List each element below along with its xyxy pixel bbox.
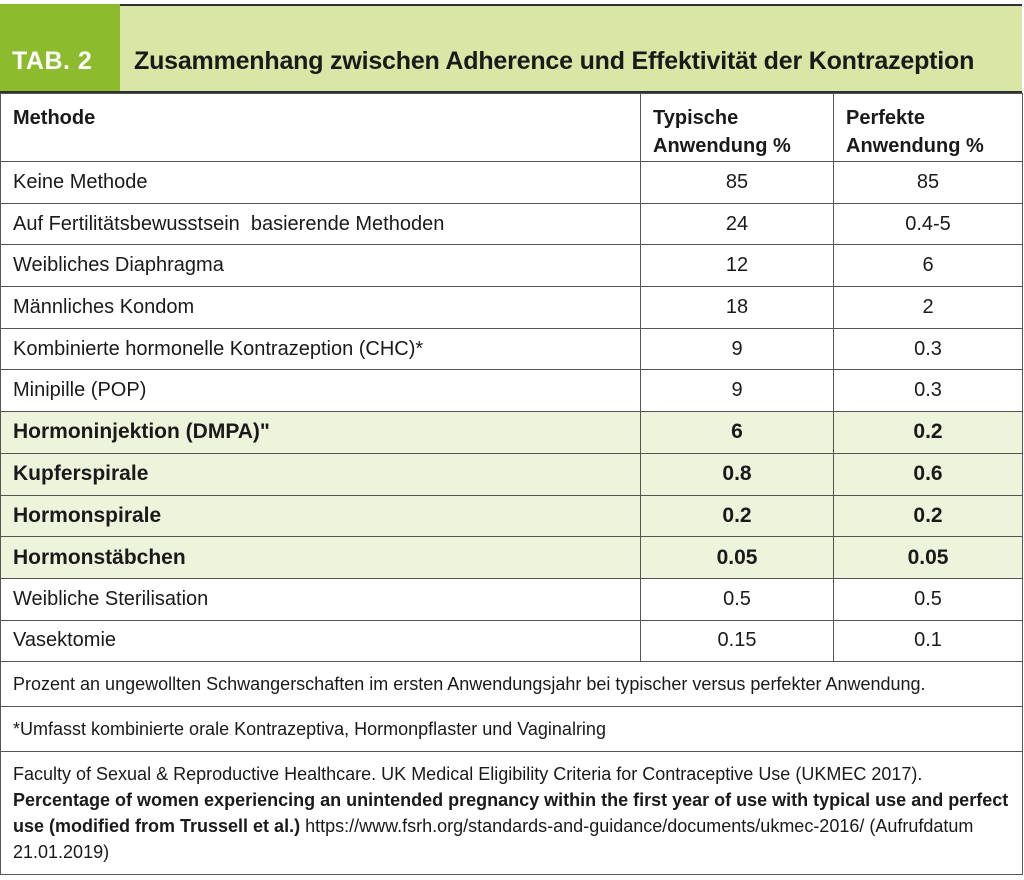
table-row-highlighted — [1, 537, 1023, 579]
method-cell: Kupferspirale — [1, 453, 641, 495]
source-citation — [1, 752, 1023, 875]
typical-cell: 0.15 — [641, 620, 834, 662]
perfect-cell: 0.5 — [834, 578, 1023, 620]
method-cell: Männliches Kondom — [1, 287, 641, 329]
contraception-table — [0, 93, 1023, 875]
typical-cell: 0.8 — [641, 453, 834, 495]
typical-cell: 24 — [641, 203, 834, 245]
method-cell: Weibliches Diaphragma — [1, 245, 641, 287]
perfect-cell: 0.05 — [834, 537, 1023, 579]
method-cell: Keine Methode — [1, 162, 641, 204]
table-row — [1, 328, 1023, 370]
perfect-cell: 6 — [834, 245, 1023, 287]
perfect-cell: 0.2 — [834, 495, 1023, 537]
method-cell: Hormoninjektion (DMPA)" — [1, 412, 641, 454]
table-row — [1, 162, 1023, 204]
perfect-cell: 0.6 — [834, 453, 1023, 495]
typical-cell: 0.2 — [641, 495, 834, 537]
table-row — [1, 578, 1023, 620]
table-row — [1, 620, 1023, 662]
footnote-percent: Prozent an ungewollten Schwangerschaften im ersten Anwendungsjahr bei typischer versus perfekter Anwendung. — [1, 662, 1023, 707]
perfect-cell: 2 — [834, 287, 1023, 329]
table-row — [1, 370, 1023, 412]
table-header-row — [1, 94, 1023, 162]
perfect-cell: 85 — [834, 162, 1023, 204]
method-cell: Weibliche Sterilisation — [1, 578, 641, 620]
perfect-cell: 0.3 — [834, 328, 1023, 370]
table-row — [1, 287, 1023, 329]
table-title: Zusammenhang zwischen Adherence und Effektivität der Kontrazeption — [134, 47, 975, 75]
typical-cell: 9 — [641, 370, 834, 412]
footnote-row — [1, 707, 1023, 752]
column-header-perfect: Perfekte Anwendung % — [834, 94, 1023, 162]
typical-cell: 12 — [641, 245, 834, 287]
method-cell: Hormonstäbchen — [1, 537, 641, 579]
method-cell: Minipille (POP) — [1, 370, 641, 412]
perfect-cell: 0.3 — [834, 370, 1023, 412]
perfect-cell: 0.4-5 — [834, 203, 1023, 245]
typical-cell: 0.05 — [641, 537, 834, 579]
perfect-cell: 0.2 — [834, 412, 1023, 454]
source-prefix: Faculty of Sexual & Reproductive Healthcare. UK Medical Eligibility Criteria for Contraceptive Use (UKMEC 2017). — [13, 764, 923, 785]
method-cell: Kombinierte hormonelle Kontrazeption (CHC)* — [1, 328, 641, 370]
table-row-highlighted — [1, 495, 1023, 537]
source-row — [1, 752, 1023, 875]
table-row-highlighted — [1, 412, 1023, 454]
method-cell: Auf Fertilitätsbewusstsein basierende Methoden — [1, 203, 641, 245]
column-header-method: Methode — [1, 94, 641, 162]
typical-cell: 6 — [641, 412, 834, 454]
footnote-chc: *Umfasst kombinierte orale Kontrazeptiva, Hormonpflaster und Vaginalring — [1, 707, 1023, 752]
tab-number-label: TAB. 2 — [0, 4, 120, 91]
perfect-cell: 0.1 — [834, 620, 1023, 662]
table-row — [1, 245, 1023, 287]
typical-cell: 0.5 — [641, 578, 834, 620]
source-bold-title: Percentage of women experiencing an unintended pregnancy within the first year of use with typical use and perfect use (modified from Trussell et al.) — [13, 790, 1009, 837]
typical-cell: 85 — [641, 162, 834, 204]
column-header-typical: Typische Anwendung % — [641, 94, 834, 162]
source-url: https://www.fsrh.org/standards-and-guidance/documents/ukmec-2016/ (Aufrufdatum 21.01.2019) — [13, 816, 974, 863]
typical-cell: 18 — [641, 287, 834, 329]
footnote-row — [1, 662, 1023, 707]
method-cell: Hormonspirale — [1, 495, 641, 537]
table-row-highlighted — [1, 453, 1023, 495]
typical-cell: 9 — [641, 328, 834, 370]
table-row — [1, 203, 1023, 245]
method-cell: Vasektomie — [1, 620, 641, 662]
